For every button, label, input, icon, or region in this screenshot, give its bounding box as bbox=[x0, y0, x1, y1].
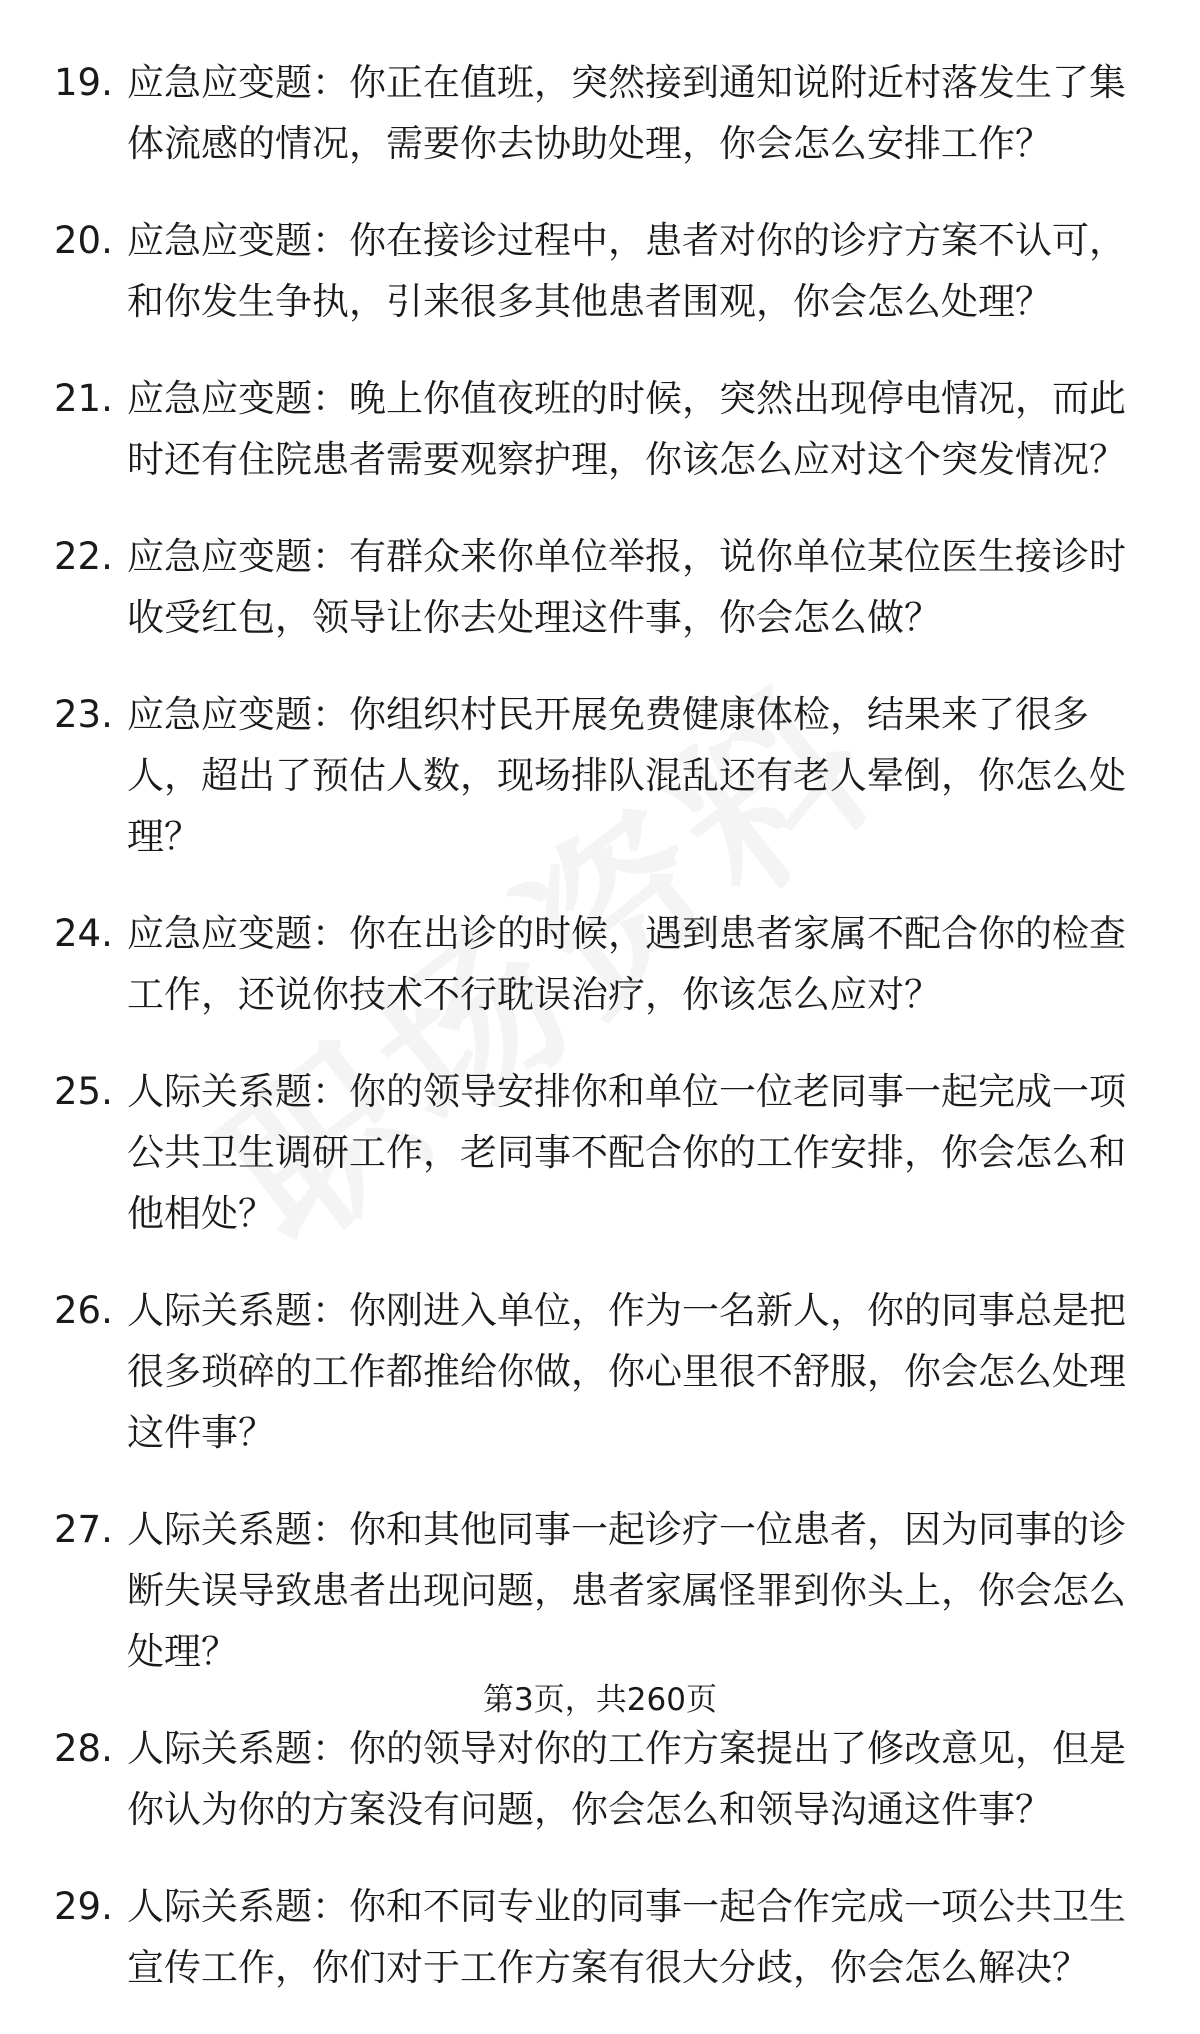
question-text: 应急应变题：你在出诊的时候，遇到患者家属不配合你的检查工作，还说你技术不行耽误治疗，你该怎么应对？ bbox=[127, 912, 1126, 1016]
question-number: 19. bbox=[54, 61, 113, 104]
question-text: 人际关系题：你的领导安排你和单位一位老同事一起完成一项公共卫生调研工作，老同事不配合你的工作安排，你会怎么和他相处？ bbox=[127, 1070, 1126, 1235]
question-item bbox=[0, 526, 1200, 648]
question-number: 29. bbox=[54, 1885, 113, 1928]
question-item bbox=[0, 1876, 1200, 1998]
question-item bbox=[0, 368, 1200, 490]
question-number: 28. bbox=[54, 1727, 113, 1770]
question-number: 22. bbox=[54, 535, 113, 578]
question-item bbox=[0, 1718, 1200, 1840]
question-item bbox=[0, 210, 1200, 332]
question-number: 21. bbox=[54, 377, 113, 420]
question-number: 27. bbox=[54, 1508, 113, 1551]
question-text: 人际关系题：你的领导对你的工作方案提出了修改意见，但是你认为你的方案没有问题，你会怎么和领导沟通这件事？ bbox=[127, 1727, 1126, 1831]
question-text: 应急应变题：你正在值班，突然接到通知说附近村落发生了集体流感的情况，需要你去协助处理，你会怎么安排工作？ bbox=[127, 61, 1126, 165]
question-item bbox=[0, 1280, 1200, 1463]
question-text: 应急应变题：你在接诊过程中，患者对你的诊疗方案不认可，和你发生争执，引来很多其他患者围观，你会怎么处理？ bbox=[127, 219, 1126, 323]
question-text: 应急应变题：你组织村民开展免费健康体检，结果来了很多人，超出了预估人数，现场排队混乱还有老人晕倒，你怎么处理？ bbox=[127, 693, 1126, 858]
question-list bbox=[0, 52, 1200, 2034]
question-item bbox=[0, 684, 1200, 867]
question-item bbox=[0, 903, 1200, 1025]
page-footer: 第3页，共260页 bbox=[483, 1682, 717, 1718]
question-item bbox=[0, 1499, 1200, 1682]
question-text: 人际关系题：你和其他同事一起诊疗一位患者，因为同事的诊断失误导致患者出现问题，患者家属怪罪到你头上，你会怎么处理？ bbox=[127, 1508, 1126, 1673]
question-text: 人际关系题：你和不同专业的同事一起合作完成一项公共卫生宣传工作，你们对于工作方案有很大分歧，你会怎么解决？ bbox=[127, 1885, 1126, 1989]
question-number: 24. bbox=[54, 912, 113, 955]
question-text: 应急应变题：有群众来你单位举报，说你单位某位医生接诊时收受红包，领导让你去处理这件事，你会怎么做？ bbox=[127, 535, 1126, 639]
question-item bbox=[0, 1061, 1200, 1244]
question-item bbox=[0, 52, 1200, 174]
question-text: 应急应变题：晚上你值夜班的时候，突然出现停电情况，而此时还有住院患者需要观察护理，你该怎么应对这个突发情况？ bbox=[127, 377, 1126, 481]
question-number: 20. bbox=[54, 219, 113, 262]
question-number: 23. bbox=[54, 693, 113, 736]
question-text: 人际关系题：你刚进入单位，作为一名新人，你的同事总是把很多琐碎的工作都推给你做，你心里很不舒服，你会怎么处理这件事？ bbox=[127, 1289, 1126, 1454]
question-number: 25. bbox=[54, 1070, 113, 1113]
question-number: 26. bbox=[54, 1289, 113, 1332]
